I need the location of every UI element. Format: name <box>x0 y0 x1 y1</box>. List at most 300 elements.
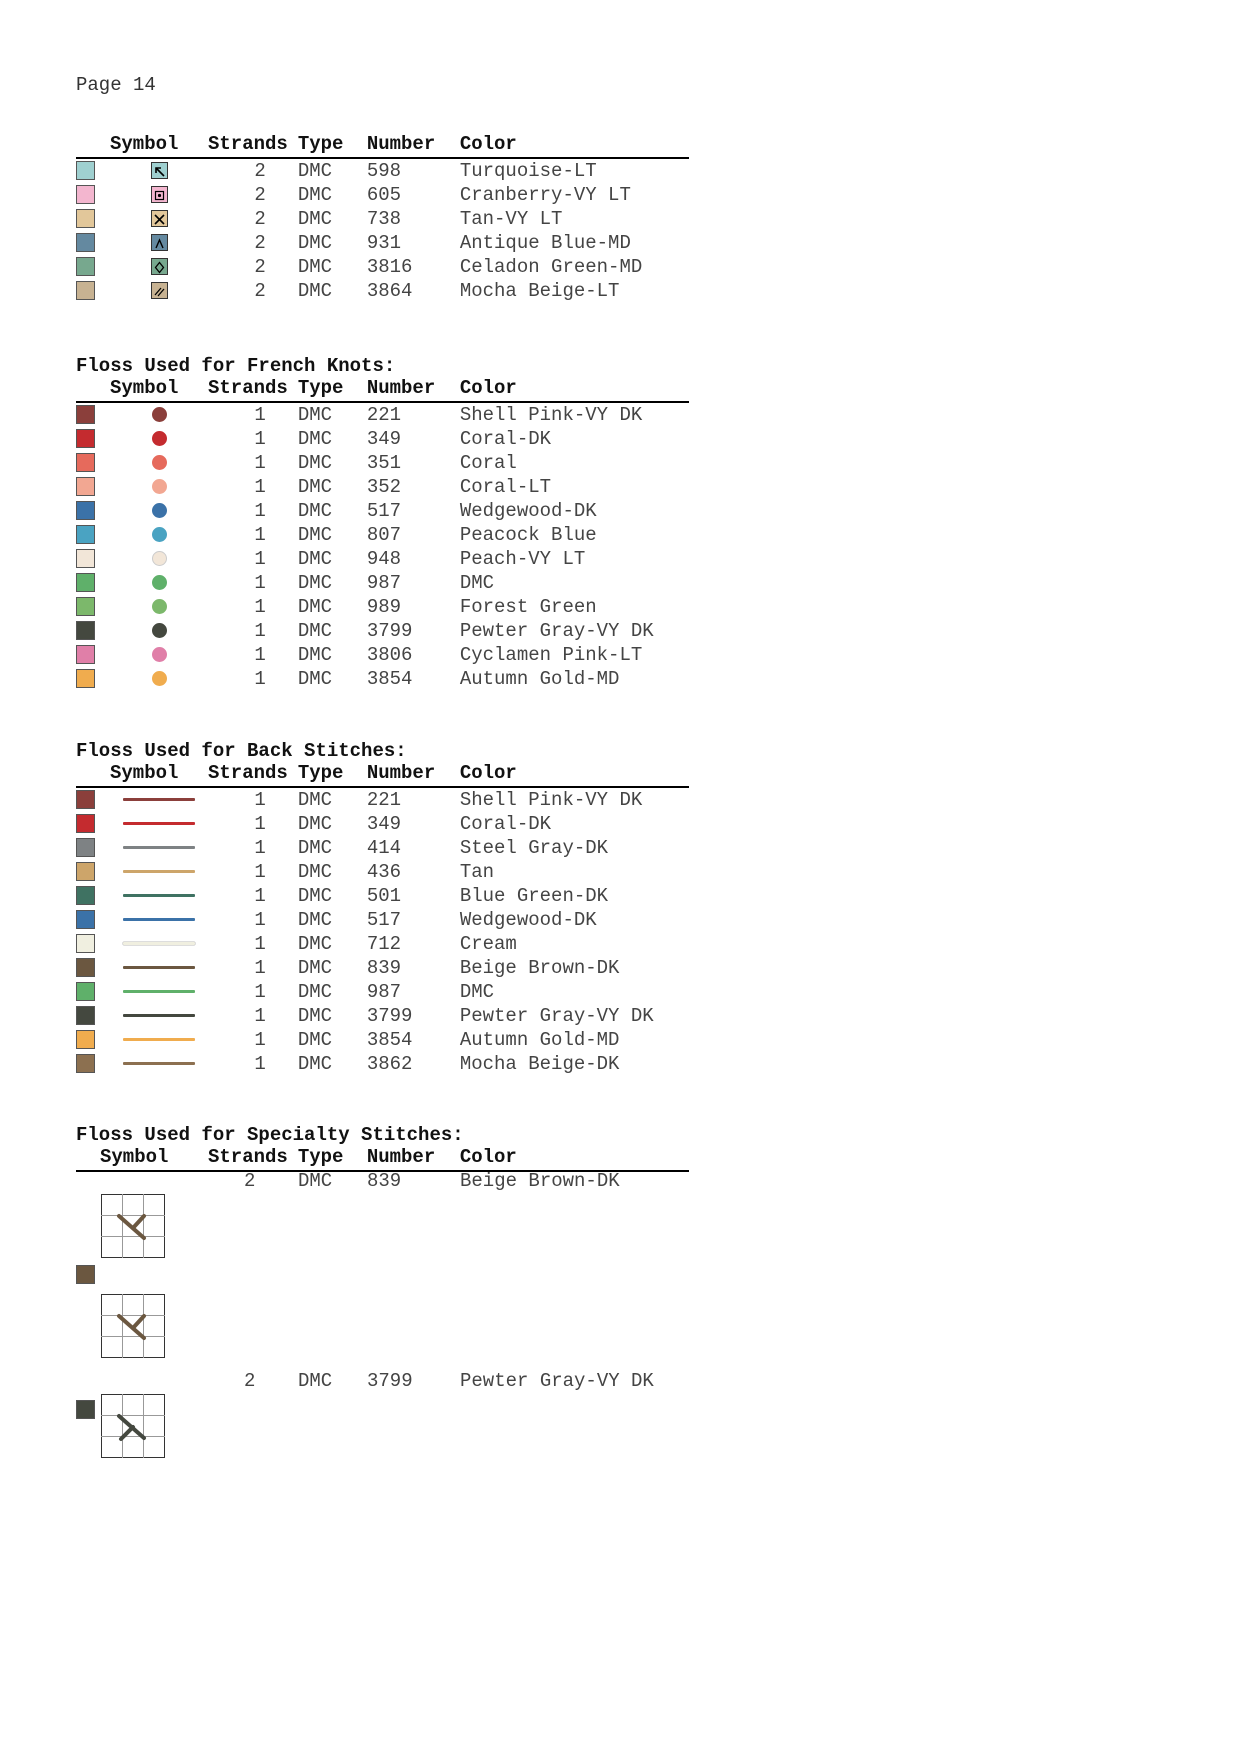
color-value: Pewter Gray-VY DK <box>459 620 654 642</box>
color-swatch-cell <box>76 279 110 303</box>
number-value: 807 <box>366 524 402 546</box>
type-value: DMC <box>297 404 333 426</box>
back-stitch-line-icon <box>123 1038 195 1041</box>
color-swatch <box>76 886 95 905</box>
symbol-cell <box>110 836 208 860</box>
back-stitch-line-icon <box>123 990 195 993</box>
color-swatch-cell <box>76 812 110 836</box>
type-value: DMC <box>297 909 333 931</box>
number-value: 3854 <box>366 1029 413 1051</box>
color-value: Coral <box>459 452 517 474</box>
number-value: 349 <box>366 428 402 450</box>
caret-up-icon <box>151 234 168 251</box>
number-value: 436 <box>366 861 402 883</box>
color-value: Forest Green <box>459 596 597 618</box>
strands-value: 2 <box>254 280 266 302</box>
color-swatch <box>76 233 95 252</box>
color-swatch <box>76 814 95 833</box>
table-row <box>76 499 689 523</box>
color-value: Coral-DK <box>459 813 552 835</box>
french-knot-dot-icon <box>152 503 167 518</box>
strands-value: 1 <box>254 404 266 426</box>
strands-value: 2 <box>254 208 266 230</box>
color-swatch-cell <box>76 402 110 427</box>
strands-value: 2 <box>254 232 266 254</box>
symbol-cell <box>110 667 208 691</box>
type-value: DMC <box>297 548 333 570</box>
strands-value: 1 <box>254 933 266 955</box>
type-value: DMC <box>297 933 333 955</box>
number-value: 221 <box>366 404 402 426</box>
col-color: Color <box>459 133 517 155</box>
symbol-cell <box>110 1004 208 1028</box>
back-stitch-line-icon <box>123 822 195 825</box>
back-stitch-line-icon <box>123 1062 195 1065</box>
strands-value: 2 <box>254 184 266 206</box>
symbol-cell <box>110 643 208 667</box>
table-row <box>76 402 689 427</box>
col-type: Type <box>297 762 344 784</box>
symbol-cell <box>110 231 208 255</box>
symbol-cell <box>110 1028 208 1052</box>
type-value: DMC <box>297 160 333 182</box>
table-row <box>76 427 689 451</box>
color-swatch-cell <box>76 595 110 619</box>
col-number: Number <box>366 1146 436 1168</box>
number-value: 3806 <box>366 644 413 666</box>
table-row <box>76 231 689 255</box>
color-swatch-cell <box>76 908 110 932</box>
strands-value: 1 <box>254 789 266 811</box>
type-value: DMC <box>297 280 333 302</box>
color-swatch <box>76 669 95 688</box>
table-row <box>76 836 689 860</box>
col-type: Type <box>297 133 344 155</box>
color-value: Peach-VY LT <box>459 548 586 570</box>
col-color: Color <box>459 1146 517 1168</box>
back-stitch-line-icon <box>123 798 195 801</box>
symbol-cell <box>110 1052 208 1076</box>
strands-value: 1 <box>254 428 266 450</box>
back-stitches-title: Floss Used for Back Stitches: <box>76 740 407 762</box>
strands-value: 2 <box>254 256 266 278</box>
color-value: Cream <box>459 933 517 955</box>
number-value: 839 <box>366 957 402 979</box>
color-swatch-cell <box>76 547 110 571</box>
back-stitch-line-icon <box>123 894 195 897</box>
table-row <box>76 787 689 812</box>
color-swatch-cell <box>76 667 110 691</box>
color-swatch-cell <box>76 619 110 643</box>
type-value: DMC <box>298 1370 333 1392</box>
color-value: Shell Pink-VY DK <box>459 789 643 811</box>
number-value: 351 <box>366 452 402 474</box>
strands-value: 1 <box>254 837 266 859</box>
specialty-stitch-diagram <box>101 1394 165 1458</box>
color-swatch <box>76 958 95 977</box>
table-row <box>76 207 689 231</box>
color-swatch <box>76 790 95 809</box>
strands-value: 2 <box>254 160 266 182</box>
symbol-cell <box>110 908 208 932</box>
back-stitch-line-icon <box>123 918 195 921</box>
table-row <box>76 451 689 475</box>
back-stitch-line-icon <box>123 870 195 873</box>
strands-value: 1 <box>254 596 266 618</box>
color-value: Shell Pink-VY DK <box>459 404 643 426</box>
table-row <box>76 956 689 980</box>
symbol-cell <box>110 932 208 956</box>
type-value: DMC <box>297 500 333 522</box>
col-number: Number <box>366 377 436 399</box>
type-value: DMC <box>297 837 333 859</box>
color-swatch-cell <box>76 427 110 451</box>
table-header <box>76 133 689 158</box>
number-value: 349 <box>366 813 402 835</box>
color-value: Peacock Blue <box>459 524 597 546</box>
table-row <box>76 183 689 207</box>
color-swatch <box>76 209 95 228</box>
strands-value: 1 <box>254 981 266 1003</box>
table-row <box>76 255 689 279</box>
symbol-cell <box>110 956 208 980</box>
back-stitch-line-icon <box>123 942 195 945</box>
strands-value: 2 <box>244 1370 256 1392</box>
col-type: Type <box>297 1146 344 1168</box>
type-value: DMC <box>297 885 333 907</box>
strands-value: 1 <box>254 620 266 642</box>
specialty-stitch-diagram <box>101 1294 165 1358</box>
strands-value: 1 <box>254 524 266 546</box>
specialty-stitches-title: Floss Used for Specialty Stitches: <box>76 1124 464 1146</box>
number-value: 987 <box>366 572 402 594</box>
color-swatch <box>76 1030 95 1049</box>
color-swatch <box>76 429 95 448</box>
strands-value: 1 <box>254 572 266 594</box>
symbol-cell <box>110 183 208 207</box>
back-stitch-line-icon <box>123 846 195 849</box>
table-row <box>76 475 689 499</box>
color-value: Beige Brown-DK <box>459 957 620 979</box>
color-swatch-cell <box>76 980 110 1004</box>
type-value: DMC <box>297 813 333 835</box>
strands-value: 1 <box>254 548 266 570</box>
number-value: 517 <box>366 909 402 931</box>
color-swatch <box>76 405 95 424</box>
color-value: Celadon Green-MD <box>459 256 643 278</box>
color-swatch <box>76 1054 95 1073</box>
col-strands: Strands <box>208 133 288 155</box>
col-color: Color <box>459 377 517 399</box>
color-swatch <box>76 862 95 881</box>
color-value: Blue Green-DK <box>459 885 609 907</box>
col-symbol: Symbol <box>100 1146 169 1168</box>
symbol-cell <box>110 207 208 231</box>
strands-value: 1 <box>254 1053 266 1075</box>
page-number: Page 14 <box>76 74 156 96</box>
col-symbol: Symbol <box>110 377 179 399</box>
table-row <box>76 884 689 908</box>
type-value: DMC <box>297 524 333 546</box>
french-knots-title: Floss Used for French Knots: <box>76 355 396 377</box>
color-swatch-cell <box>76 183 110 207</box>
french-knot-dot-icon <box>152 647 167 662</box>
french-knot-dot-icon <box>152 407 167 422</box>
number-value: 948 <box>366 548 402 570</box>
color-value: Pewter Gray-VY DK <box>460 1370 654 1392</box>
col-strands: Strands <box>208 1146 288 1168</box>
number-value: 414 <box>366 837 402 859</box>
french-knot-dot-icon <box>152 455 167 470</box>
dot-in-square-icon <box>151 186 168 203</box>
color-value: Tan <box>459 861 495 883</box>
cross-stitch-legend-table <box>76 133 689 303</box>
strands-value: 1 <box>254 668 266 690</box>
table-row <box>76 980 689 1004</box>
color-swatch-cell <box>76 643 110 667</box>
col-color: Color <box>459 762 517 784</box>
table-row <box>76 667 689 691</box>
color-swatch <box>76 161 95 180</box>
table-row <box>76 860 689 884</box>
color-value: Tan-VY LT <box>459 208 563 230</box>
symbol-cell <box>110 523 208 547</box>
color-swatch-cell <box>76 451 110 475</box>
color-swatch-cell <box>76 207 110 231</box>
double-slash-icon <box>151 282 168 299</box>
number-value: 3816 <box>366 256 413 278</box>
type-value: DMC <box>297 957 333 979</box>
col-symbol: Symbol <box>110 762 179 784</box>
color-swatch <box>76 281 95 300</box>
number-value: 352 <box>366 476 402 498</box>
color-swatch-cell <box>76 1004 110 1028</box>
table-row <box>76 812 689 836</box>
type-value: DMC <box>297 256 333 278</box>
color-swatch <box>76 573 95 592</box>
color-swatch <box>76 934 95 953</box>
symbol-cell <box>110 787 208 812</box>
color-swatch <box>76 910 95 929</box>
color-swatch <box>76 982 95 1001</box>
color-swatch-cell <box>76 932 110 956</box>
strands-value: 1 <box>254 909 266 931</box>
color-swatch-cell <box>76 1052 110 1076</box>
strands-value: 1 <box>254 813 266 835</box>
strands-value: 1 <box>254 957 266 979</box>
color-value: Beige Brown-DK <box>460 1170 620 1192</box>
type-value: DMC <box>297 596 333 618</box>
french-knot-dot-icon <box>152 575 167 590</box>
color-value: Wedgewood-DK <box>459 909 597 931</box>
table-row <box>76 643 689 667</box>
color-swatch-cell <box>76 1028 110 1052</box>
table-header <box>76 762 689 787</box>
number-value: 738 <box>366 208 402 230</box>
table-row <box>76 932 689 956</box>
table-row <box>76 1028 689 1052</box>
color-swatch-cell <box>76 787 110 812</box>
color-swatch-cell <box>76 255 110 279</box>
strands-value: 1 <box>254 861 266 883</box>
color-swatch <box>76 1265 95 1284</box>
color-swatch <box>76 257 95 276</box>
french-knot-dot-icon <box>152 599 167 614</box>
type-value: DMC <box>297 452 333 474</box>
color-swatch <box>76 477 95 496</box>
color-value: Antique Blue-MD <box>459 232 631 254</box>
french-knot-dot-icon <box>152 623 167 638</box>
col-strands: Strands <box>208 762 288 784</box>
table-row <box>76 523 689 547</box>
type-value: DMC <box>297 208 333 230</box>
color-swatch-cell <box>76 475 110 499</box>
symbol-cell <box>110 571 208 595</box>
table-row <box>76 158 689 183</box>
number-value: 3799 <box>366 620 413 642</box>
table-row <box>76 547 689 571</box>
symbol-cell <box>110 595 208 619</box>
color-value: Mocha Beige-LT <box>459 280 620 302</box>
color-swatch-cell <box>76 836 110 860</box>
symbol-cell <box>110 427 208 451</box>
color-value: Autumn Gold-MD <box>459 1029 620 1051</box>
number-value: 3864 <box>366 280 413 302</box>
strands-value: 1 <box>254 644 266 666</box>
symbol-cell <box>110 158 208 183</box>
number-value: 501 <box>366 885 402 907</box>
table-row <box>76 571 689 595</box>
type-value: DMC <box>297 1029 333 1051</box>
type-value: DMC <box>297 1005 333 1027</box>
x-mark-icon <box>151 210 168 227</box>
french-knot-dot-icon <box>152 431 167 446</box>
french-knot-dot-icon <box>152 527 167 542</box>
number-value: 987 <box>366 981 402 1003</box>
color-swatch-cell <box>76 956 110 980</box>
color-swatch-cell <box>76 231 110 255</box>
strands-value: 1 <box>254 452 266 474</box>
color-swatch <box>76 525 95 544</box>
strands-value: 1 <box>254 476 266 498</box>
color-swatch-cell <box>76 884 110 908</box>
type-value: DMC <box>297 620 333 642</box>
col-number: Number <box>366 762 436 784</box>
number-value: 712 <box>366 933 402 955</box>
color-swatch <box>76 185 95 204</box>
color-swatch <box>76 1006 95 1025</box>
back-stitches-legend-table <box>76 762 689 1076</box>
color-value: DMC <box>459 981 495 1003</box>
color-swatch <box>76 838 95 857</box>
symbol-cell <box>110 402 208 427</box>
color-swatch-cell <box>76 860 110 884</box>
color-value: Wedgewood-DK <box>459 500 597 522</box>
type-value: DMC <box>297 789 333 811</box>
color-value: Turquoise-LT <box>459 160 597 182</box>
color-swatch-cell <box>76 158 110 183</box>
table-row <box>76 1004 689 1028</box>
arrow-nw-icon <box>151 162 168 179</box>
table-row <box>76 619 689 643</box>
table-header <box>76 1146 689 1171</box>
number-value: 3799 <box>367 1370 413 1392</box>
french-knot-dot-icon <box>152 551 167 566</box>
strands-value: 1 <box>254 500 266 522</box>
col-type: Type <box>297 377 344 399</box>
back-stitch-line-icon <box>123 966 195 969</box>
type-value: DMC <box>297 668 333 690</box>
french-knot-dot-icon <box>152 479 167 494</box>
color-value: Cyclamen Pink-LT <box>459 644 643 666</box>
number-value: 839 <box>367 1170 402 1192</box>
type-value: DMC <box>297 644 333 666</box>
type-value: DMC <box>297 572 333 594</box>
table-row <box>76 279 689 303</box>
color-value: Pewter Gray-VY DK <box>459 1005 654 1027</box>
specialty-legend-header <box>76 1146 689 1172</box>
symbol-cell <box>110 547 208 571</box>
number-value: 3799 <box>366 1005 413 1027</box>
symbol-cell <box>110 980 208 1004</box>
symbol-cell <box>110 451 208 475</box>
number-value: 605 <box>366 184 402 206</box>
type-value: DMC <box>297 232 333 254</box>
strands-value: 1 <box>254 885 266 907</box>
type-value: DMC <box>298 1170 333 1192</box>
table-row <box>76 1052 689 1076</box>
type-value: DMC <box>297 981 333 1003</box>
number-value: 989 <box>366 596 402 618</box>
color-value: Coral-LT <box>459 476 552 498</box>
symbol-cell <box>110 619 208 643</box>
color-swatch <box>76 597 95 616</box>
symbol-cell <box>110 884 208 908</box>
symbol-cell <box>110 860 208 884</box>
col-number: Number <box>366 133 436 155</box>
color-swatch-cell <box>76 523 110 547</box>
color-swatch <box>76 645 95 664</box>
col-strands: Strands <box>208 377 288 399</box>
number-value: 3854 <box>366 668 413 690</box>
color-swatch <box>76 1400 95 1419</box>
color-swatch-cell <box>76 571 110 595</box>
table-row <box>76 908 689 932</box>
symbol-cell <box>110 279 208 303</box>
number-value: 931 <box>366 232 402 254</box>
color-value: Coral-DK <box>459 428 552 450</box>
type-value: DMC <box>297 861 333 883</box>
table-header <box>76 377 689 402</box>
color-swatch <box>76 501 95 520</box>
number-value: 517 <box>366 500 402 522</box>
specialty-stitch-diagram <box>101 1194 165 1258</box>
color-swatch <box>76 453 95 472</box>
color-swatch-cell <box>76 499 110 523</box>
strands-value: 1 <box>254 1005 266 1027</box>
diamond-icon <box>151 258 168 275</box>
symbol-cell <box>110 475 208 499</box>
table-row <box>76 595 689 619</box>
color-swatch <box>76 549 95 568</box>
color-swatch <box>76 621 95 640</box>
color-value: Mocha Beige-DK <box>459 1053 620 1075</box>
color-value: Cranberry-VY LT <box>459 184 631 206</box>
type-value: DMC <box>297 476 333 498</box>
number-value: 3862 <box>366 1053 413 1075</box>
symbol-cell <box>110 255 208 279</box>
symbol-cell <box>110 812 208 836</box>
